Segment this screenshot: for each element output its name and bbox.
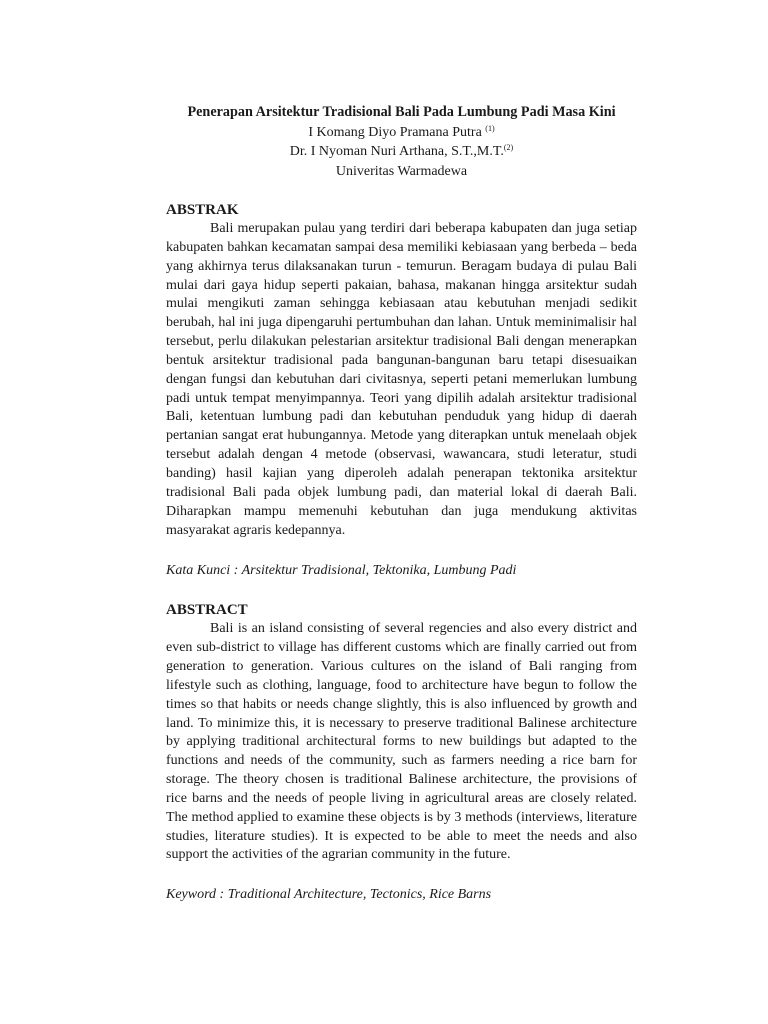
author-1-superscript: (1)	[485, 123, 495, 133]
author-2-name: Dr. I Nyoman Nuri Arthana, S.T.,M.T.	[289, 144, 504, 159]
abstract-keywords: Keyword : Traditional Architecture, Tectonics, Rice Barns	[166, 887, 492, 903]
paper-header	[166, 103, 637, 181]
author-1	[166, 123, 637, 143]
abstract-body: Bali is an island consisting of several regencies and also every district and even sub-district to village has different customs which are finally carried out from generation to generation. Various cultures on the island of Bali ranging from lifestyle such as clothing, language, food to architecture have begun to follow the times so that habits or needs change slightly, this is also influenced by growth and land. To minimize this, it is necessary to preserve traditional Balinese architecture by applying traditional architectural forms to new buildings but adapted to the functions and needs of the community, such as farmers needing a rice barn for storage. The theory chosen is traditional Balinese architecture, the provisions of rice barns and the needs of people living in agricultural areas are closely related. The method applied to examine these objects is by 3 methods (interviews, literature studies, literature studies). It is expected to be able to meet the needs and also support the activities of the agrarian community in the future.	[166, 621, 637, 863]
author-2-superscript: (2)	[503, 143, 514, 152]
affiliation: Univeritas Warmadewa	[335, 163, 468, 179]
author-1-name: I Komang Diyo Pramana Putra	[308, 124, 482, 140]
abstrak-keywords: Kata Kunci : Arsitektur Tradisional, Tektonika, Lumbung Padi	[166, 563, 517, 579]
abstract-heading: ABSTRACT	[166, 602, 248, 619]
paper-title: Penerapan Arsitektur Tradisional Bali Pada Lumbung Padi Masa Kini	[187, 104, 616, 120]
author-2	[166, 142, 637, 162]
abstrak-body: Bali merupakan pulau yang terdiri dari beberapa kabupaten dan juga setiap kabupaten bahkan kecamatan sampai desa memiliki kebiasaan yang berbeda – beda yang akhirnya terus dilaksanakan turun - temurun. Beragam budaya di pulau Bali mulai dari gaya hidup seperti pakaian, bahasa, makanan hingga arsitektur sudah mulai mengikuti zaman sehingga kebiasaan atau kebutuhan menjadi sedikit berubah, hal ini juga dipengaruhi pertumbuhan dan lahan. Untuk meminimalisir hal tersebut, perlu dilakukan pelestarian arsitektur tradisional Bali dengan menerapkan bentuk arsitektur tradisional pada bangunan-bangunan baru tetapi disesuaikan dengan fungsi dan kebutuhan dari civitasnya, seperti petani memerlukan lumbung padi untuk tempat menyimpannya. Teori yang dipilih adalah arsitektur tradisional Bali, ketentuan lumbung padi dan kebutuhan penduduk yang hidup di daerah pertanian sangat erat hubungannya. Metode yang diterapkan untuk menelaah objek tersebut adalah dengan 4 metode (observasi, wawancara, studi leteratur, studi banding) hasil kajian yang diperoleh adalah penerapan tektonika arsitektur tradisional Bali pada objek lumbung padi, dan material lokal di daerah Bali. Diharapkan mampu memenuhi kebutuhan dan juga mendukung aktivitas masyarakat agraris kedepannya.	[166, 221, 637, 538]
abstrak-heading: ABSTRAK	[166, 202, 239, 218]
